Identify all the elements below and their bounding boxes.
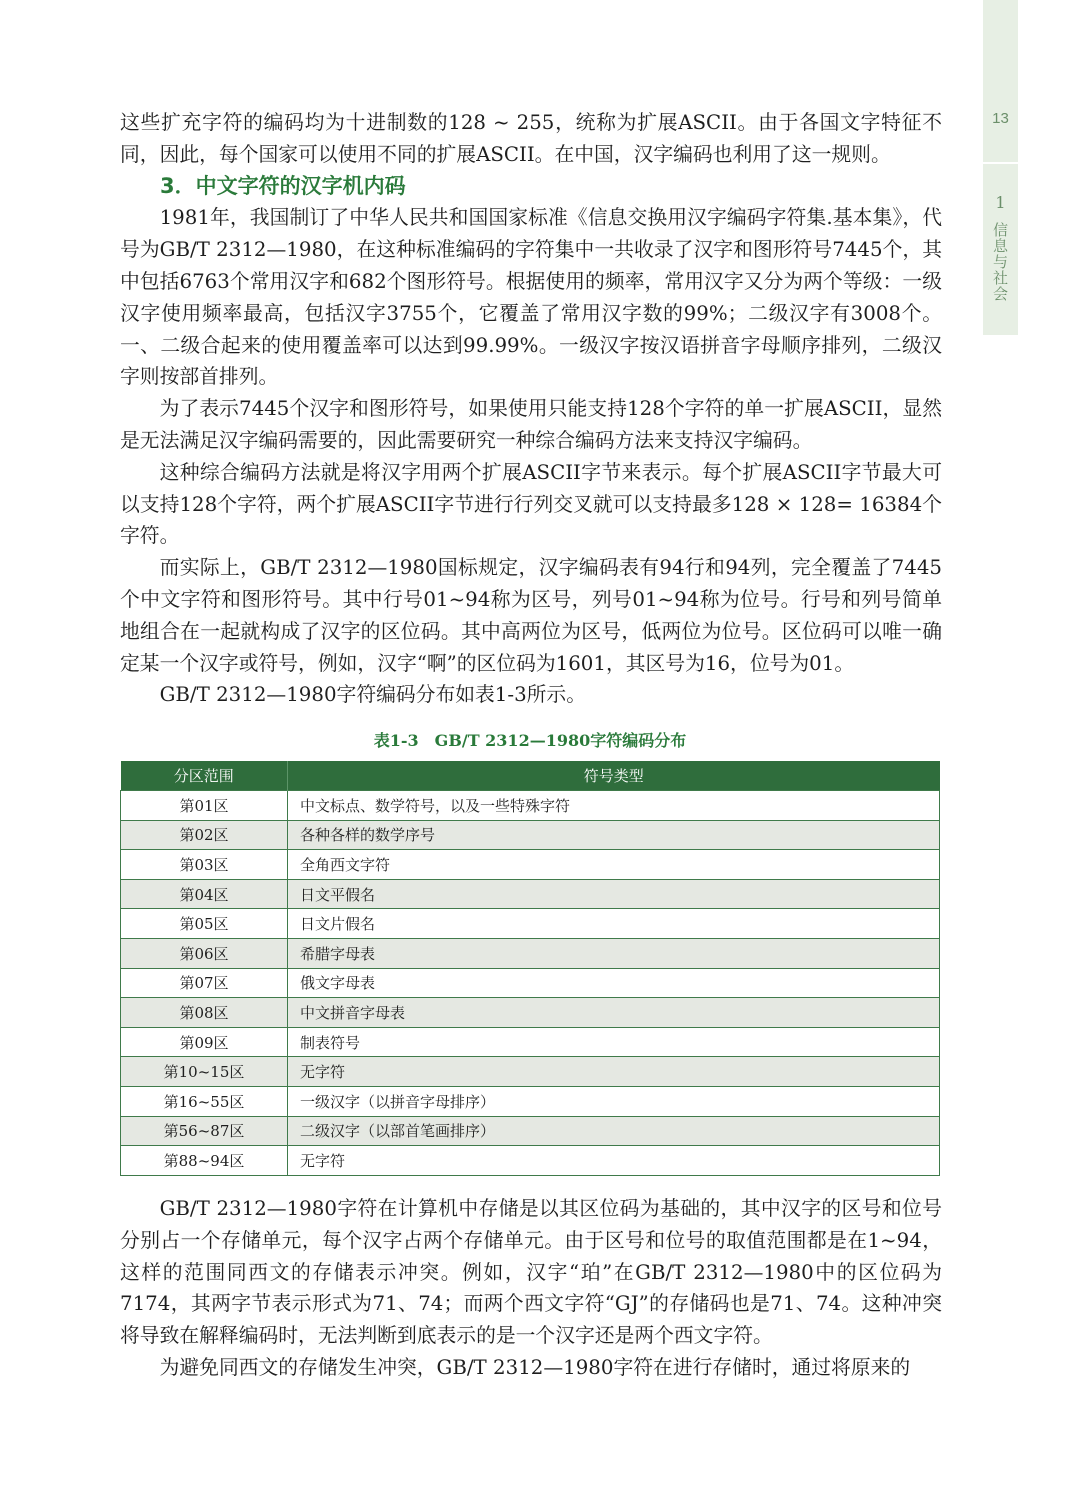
table-row [121, 998, 940, 1028]
type-cell: 无字符 [288, 1146, 940, 1176]
body-paragraph: GB/T 2312—1980字符在计算机中存储是以其区位码为基础的，其中汉字的区号和位号分别占一个存储单元，每个汉字占两个存储单元。由于区号和位号的取值范围都是在1~94，这样的范围同西文的存储表示冲突。例如，汉字“珀”在GB/T 2312—1980中的区位码为7174，其两字节表示形式为71、74；而两个西文字符“GJ”的存储码也是71、74。这种冲突将导致在解释编码时，无法判断到底表示的是一个汉字还是两个西文字符。 [120, 1197, 942, 1348]
body-paragraph: 这种综合编码方法就是将汉字用两个扩展ASCII字节来表示。每个扩展ASCII字节最大可以支持128个字符，两个扩展ASCII字节进行行列交叉就可以支持最多128 × 128= 16384个字符。 [120, 460, 942, 548]
body-paragraph: 为避免同西文的存储发生冲突，GB/T 2312—1980字符在进行存储时，通过将原来的 [159, 1355, 911, 1379]
table-row [121, 1086, 940, 1116]
range-cell: 第02区 [121, 820, 288, 850]
range-cell: 第03区 [121, 850, 288, 880]
section-heading: 3．中文字符的汉字机内码 [160, 173, 406, 198]
range-cell: 第10~15区 [121, 1057, 288, 1087]
table-row [121, 820, 940, 850]
range-cell: 第01区 [121, 791, 288, 821]
body-paragraph: GB/T 2312—1980字符编码分布如表1-3所示。 [159, 683, 586, 707]
intro-paragraph: 这些扩充字符的编码均为十进制数的128 ~ 255，统称为扩展ASCII。由于各国文字特征不同，因此，每个国家可以使用不同的扩展ASCII。在中国，汉字编码也利用了这一规则。 [120, 111, 942, 166]
chapter-number: 1 [995, 193, 1006, 212]
upper-body-text [120, 107, 942, 711]
table-row [121, 791, 940, 821]
column-header-range: 分区范围 [121, 761, 288, 791]
range-cell: 第06区 [121, 938, 288, 968]
range-cell: 第09区 [121, 1027, 288, 1057]
range-cell: 第56~87区 [121, 1116, 288, 1146]
type-cell: 日文平假名 [288, 879, 940, 909]
column-header-type: 符号类型 [288, 761, 940, 791]
body-paragraph: 为了表示7445个汉字和图形符号，如果使用只能支持128个字符的单一扩展ASCII，显然是无法满足汉字编码需要的，因此需要研究一种综合编码方法来支持汉字编码。 [120, 397, 942, 452]
range-cell: 第07区 [121, 968, 288, 998]
type-cell: 中文拼音字母表 [288, 998, 940, 1028]
table-caption: 表1-3 GB/T 2312—1980字符编码分布 [373, 731, 687, 750]
table-row [121, 1146, 940, 1176]
table-row [121, 1057, 940, 1087]
range-cell: 第08区 [121, 998, 288, 1028]
range-cell: 第05区 [121, 909, 288, 939]
range-cell: 第04区 [121, 879, 288, 909]
type-cell: 二级汉字（以部首笔画排序） [288, 1116, 940, 1146]
chapter-side-tab [983, 0, 1018, 335]
table-header-row [121, 761, 940, 791]
table-row [121, 1116, 940, 1146]
side-tab-divider [983, 162, 1018, 164]
type-cell: 制表符号 [288, 1027, 940, 1057]
type-cell: 无字符 [288, 1057, 940, 1087]
table-row [121, 879, 940, 909]
type-cell: 俄文字母表 [288, 968, 940, 998]
encoding-distribution-table [120, 761, 940, 1176]
type-cell: 中文标点、数学符号，以及一些特殊字符 [288, 791, 940, 821]
type-cell: 一级汉字（以拼音字母排序） [288, 1086, 940, 1116]
table-row [121, 909, 940, 939]
table-row [121, 1027, 940, 1057]
range-cell: 第88~94区 [121, 1146, 288, 1176]
type-cell: 全角西文字符 [288, 850, 940, 880]
body-paragraph: 1981年，我国制订了中华人民共和国国家标准《信息交换用汉字编码字符集.基本集》，代号为GB/T 2312—1980，在这种标准编码的字符集中一共收录了汉字和图形符号7445个，其中包括6763个常用汉字和682个图形符号。根据使用的频率，常用汉字又分为两个等级：一级汉字使用频率最高，包括汉字3755个，它覆盖了常用汉字数的99%；二级汉字有3008个。一、二级合起来的使用覆盖率可以达到99.99%。一级汉字按汉语拼音字母顺序排列，二级汉字则按部首排列。 [120, 206, 942, 389]
page-number: 13 [992, 110, 1009, 127]
table-row [121, 850, 940, 880]
lower-body-text [120, 1193, 942, 1384]
table-row [121, 968, 940, 998]
type-cell: 希腊字母表 [288, 938, 940, 968]
type-cell: 各种各样的数学序号 [288, 820, 940, 850]
body-paragraph: 而实际上，GB/T 2312—1980国标规定，汉字编码表有94行和94列，完全覆盖了7445个中文字符和图形符号。其中行号01~94称为区号，列号01~94称为位号。行号和列号简单地组合在一起就构成了汉字的区位码。其中高两位为区号，低两位为位号。区位码可以唯一确定某一个汉字或符号，例如，汉字“啊”的区位码为1601，其区号为16，位号为01。 [120, 556, 942, 675]
type-cell: 日文片假名 [288, 909, 940, 939]
range-cell: 第16~55区 [121, 1086, 288, 1116]
table-row [121, 938, 940, 968]
chapter-title: 信息与社会 [991, 222, 1009, 302]
